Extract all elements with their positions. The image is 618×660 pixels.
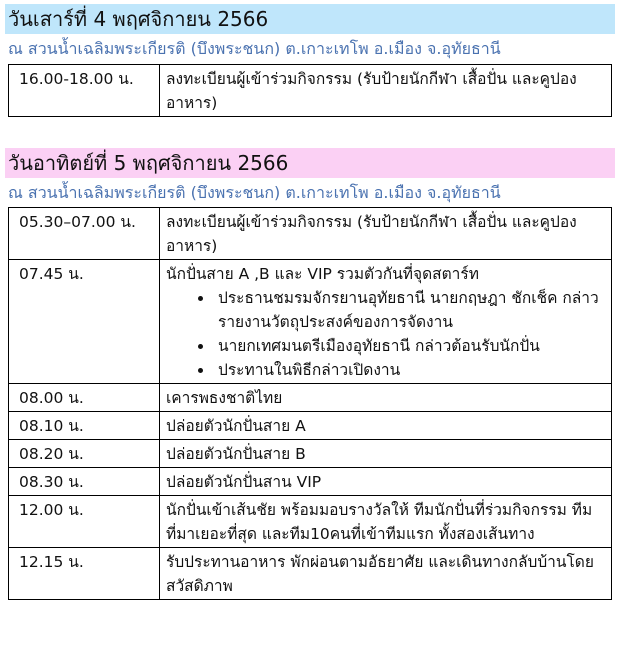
activity-cell: เคารพธงชาติไทย: [160, 384, 612, 412]
time-cell: 08.00 น.: [9, 384, 160, 412]
list-item: • ประธานชมรมจักรยานอุทัยธานี นายกฤษฎา ชักเช็ค กล่าวรายงานวัตถุประสงค์ของการจัดงาน: [214, 286, 605, 334]
table-row: [9, 260, 612, 384]
table-row: [9, 440, 612, 468]
table-row: [9, 548, 612, 600]
day2-header: วันอาทิตย์ที่ 5 พฤศจิกายน 2566: [5, 148, 615, 178]
day2-venue: ณ สวนน้ำเฉลิมพระเกียรติ (บึงพระชนก) ต.เกาะเทโพ อ.เมือง จ.อุทัยธานี: [8, 183, 501, 202]
ceremony-list: [166, 286, 605, 382]
activity-cell: นักปั่นเข้าเส้นชัย พร้อมมอบรางวัลให้ ทีมนักปั่นที่ร่วมกิจกรรม ทีมที่มาเยอะที่สุด และทีม10คนที่เข้าทีมแรก ทั้งสองเส้นทาง: [160, 496, 612, 548]
time-cell: 08.10 น.: [9, 412, 160, 440]
table-row: [9, 384, 612, 412]
activity-cell: รับประทานอาหาร พักผ่อนตามอัธยาศัย และเดินทางกลับบ้านโดยสวัสดิภาพ: [160, 548, 612, 600]
time-cell: 08.30 น.: [9, 468, 160, 496]
time-cell: 07.45 น.: [9, 260, 160, 384]
day2-schedule-table: [8, 207, 612, 600]
activity-cell: ลงทะเบียนผู้เข้าร่วมกิจกรรม (รับป้ายนักกีฬา เสื้อปั่น และคูปองอาหาร): [160, 65, 612, 117]
activity-text: นักปั่นสาย A ,B และ VIP รวมตัวกันที่จุดสตาร์ท: [166, 265, 479, 283]
activity-cell: ลงทะเบียนผู้เข้าร่วมกิจกรรม (รับป้ายนักกีฬา เสื้อปั่น และคูปองอาหาร): [160, 208, 612, 260]
activity-cell: ปล่อยตัวนักปั่นสาน VIP: [160, 468, 612, 496]
day1-schedule-table: [8, 64, 612, 117]
table-row: [9, 496, 612, 548]
table-row: [9, 208, 612, 260]
table-row: [9, 412, 612, 440]
list-item: • นายกเทศมนตรีเมืองอุทัยธานี กล่าวต้อนรับนักปั่น: [214, 334, 605, 358]
activity-cell: [160, 260, 612, 384]
activity-cell: ปล่อยตัวนักปั่นสาย B: [160, 440, 612, 468]
time-cell: 05.30–07.00 น.: [9, 208, 160, 260]
time-cell: 16.00-18.00 น.: [9, 65, 160, 117]
table-row: [9, 468, 612, 496]
time-cell: 08.20 น.: [9, 440, 160, 468]
time-cell: 12.15 น.: [9, 548, 160, 600]
day1-header: วันเสาร์ที่ 4 พฤศจิกายน 2566: [5, 4, 615, 34]
list-item: • ประทานในพิธีกล่าวเปิดงาน: [214, 358, 605, 382]
time-cell: 12.00 น.: [9, 496, 160, 548]
activity-cell: ปล่อยตัวนักปั่นสาย A: [160, 412, 612, 440]
day1-venue: ณ สวนน้ำเฉลิมพระเกียรติ (บึงพระชนก) ต.เกาะเทโพ อ.เมือง จ.อุทัยธานี: [8, 39, 501, 58]
table-row: [9, 65, 612, 117]
